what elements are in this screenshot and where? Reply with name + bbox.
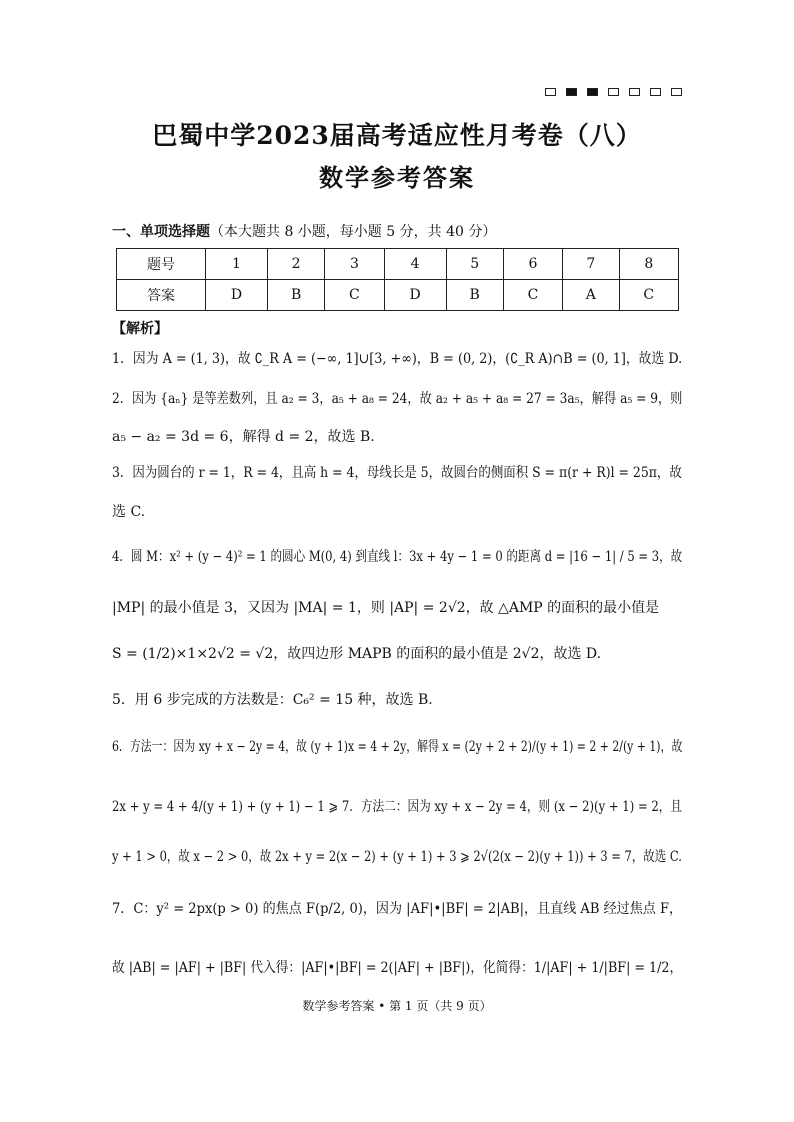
solution-line: 2x + y = 4 + 4/(y + 1) + (y + 1) − 1 ⩾ 7．方法二：因为 xy + x − 2y = 4，则 (x − 2)(y + 1) = 2，且	[112, 799, 683, 815]
question-number: 6	[503, 249, 562, 280]
section-heading	[112, 221, 496, 241]
solution-line: 故 |AB| = |AF| + |BF| 代入得：|AF|•|BF| = 2(|AF| + |BF|)，化简得：1/|AF| + 1/|BF| = 1/2，	[112, 960, 683, 976]
question-number: 8	[619, 249, 678, 280]
answer-cell: C	[503, 280, 562, 311]
answer-cell: A	[563, 280, 619, 311]
solution-line: 7．C：y² = 2px(p > 0) 的焦点 F(p/2, 0)，因为 |AF|•|BF| = 2|AB|，且直线 AB 经过焦点 F，	[112, 901, 683, 917]
question-number-row	[117, 249, 679, 280]
row-label: 题号	[117, 249, 206, 280]
analysis-label: 【解析】	[112, 321, 168, 337]
page-footer: 数学参考答案 • 第 1 页（共 9 页）	[302, 999, 492, 1013]
question-number: 1	[206, 249, 268, 280]
document-subtitle: 数学参考答案	[319, 163, 475, 192]
answer-cell: C	[619, 280, 678, 311]
answer-table	[116, 248, 679, 311]
marker-box	[650, 88, 661, 96]
solution-line: 选 C.	[112, 504, 146, 520]
answer-cell: B	[446, 280, 503, 311]
marker-box	[608, 88, 619, 96]
answer-cell: C	[325, 280, 384, 311]
marker-box-filled	[587, 88, 598, 96]
document-title: 巴蜀中学2023届高考适应性月考卷（八）	[152, 121, 642, 150]
solution-line: 6．方法一：因为 xy + x − 2y = 4，故 (y + 1)x = 4 + 2y，解得 x = (2y + 2 + 2)/(y + 1) = 2 + 2/(y + 1)，故	[112, 739, 683, 755]
marker-box	[629, 88, 640, 96]
answer-cell: B	[267, 280, 324, 311]
solution-line: 1．因为 A = (1, 3)，故 ∁_R A = (−∞, 1]∪[3, +∞)，B = (0, 2)，(∁_R A)∩B = (0, 1]，故选 D.	[112, 351, 683, 367]
solution-line: 3．因为圆台的 r = 1，R = 4，且高 h = 4，母线长是 5，故圆台的侧面积 S = π(r + R)l = 25π，故	[112, 465, 682, 481]
question-number: 4	[384, 249, 446, 280]
question-number: 2	[267, 249, 324, 280]
solution-line: 2．因为 {aₙ} 是等差数列，且 a₂ = 3，a₅ + a₈ = 24，故 a₂ + a₅ + a₈ = 27 = 3a₅，解得 a₅ = 9，则	[112, 391, 683, 407]
answer-row	[117, 280, 679, 311]
row-label: 答案	[117, 280, 206, 311]
section-note: （本大题共 8 小题，每小题 5 分，共 40 分）	[210, 224, 497, 240]
answer-cell: D	[206, 280, 268, 311]
section-title: 一、单项选择题	[112, 224, 210, 240]
page-marker-boxes	[545, 88, 682, 96]
marker-box-filled	[566, 88, 577, 96]
answer-cell: D	[384, 280, 446, 311]
question-number: 7	[563, 249, 619, 280]
marker-box	[671, 88, 682, 96]
solution-line: 5．用 6 步完成的方法数是：C₆² = 15 种，故选 B.	[112, 692, 433, 708]
solution-line: |MP| 的最小值是 3，又因为 |MA| = 1，则 |AP| = 2√2，故 △AMP 的面积的最小值是	[112, 600, 660, 616]
solution-line: 4．圆 M：x² + (y − 4)² = 1 的圆心 M(0, 4) 到直线 l：3x + 4y − 1 = 0 的距离 d = |16 − 1| / 5 = 3，故	[112, 549, 683, 565]
solution-line: a₅ − a₂ = 3d = 6，解得 d = 2，故选 B.	[112, 429, 375, 445]
question-number: 5	[446, 249, 503, 280]
question-number: 3	[325, 249, 384, 280]
marker-box	[545, 88, 556, 96]
solution-line: y + 1 > 0，故 x − 2 > 0，故 2x + y = 2(x − 2) + (y + 1) + 3 ⩾ 2√(2(x − 2)(y + 1)) + 3 = 7，故选 C.	[112, 849, 682, 865]
solution-line: S = (1/2)×1×2√2 = √2，故四边形 MAPB 的面积的最小值是 2√2，故选 D.	[112, 646, 602, 662]
